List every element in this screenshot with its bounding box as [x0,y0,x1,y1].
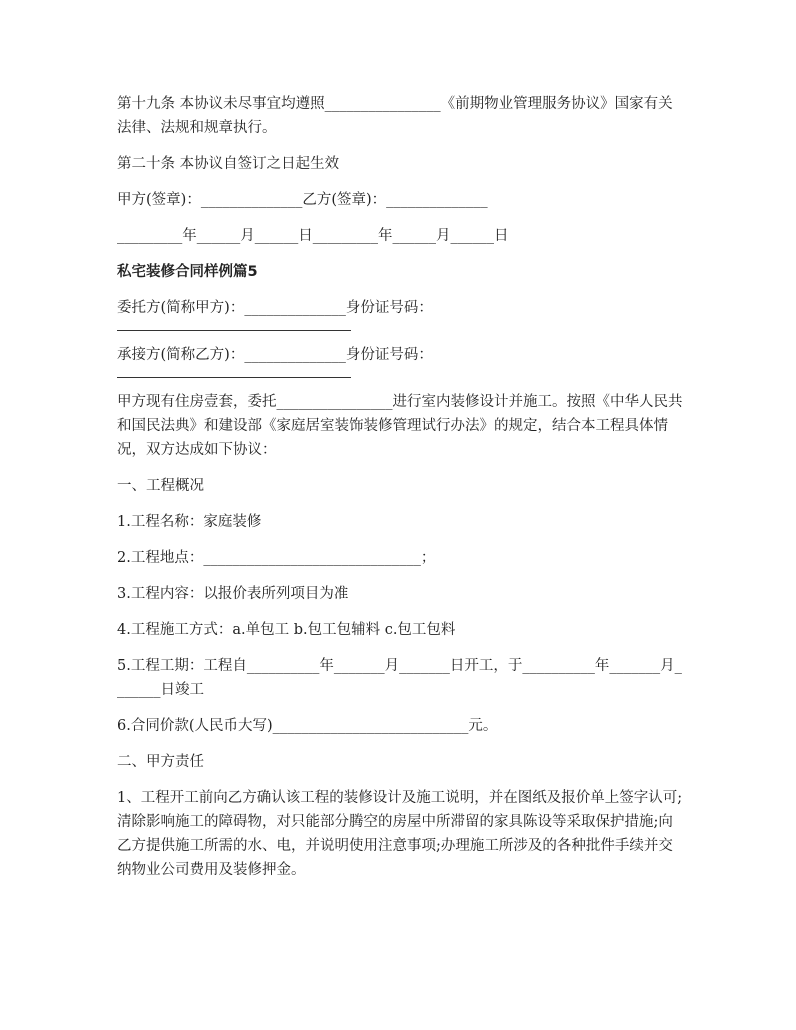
article-20: 第二十条 本协议自签订之日起生效 [117,156,340,172]
item-1: 1.工程名称：家庭装修 [117,514,262,530]
section-title: 私宅装修合同样例篇5 [117,264,258,280]
party-a-line: 委托方(简称甲方)：______________身份证号码： [117,300,433,316]
item-5: 5.工程工期：工程自__________年_______月_______日开工，于__________年_______月_______日竣工 [117,658,682,698]
section-2-heading: 二、甲方责任 [117,754,204,770]
intro-paragraph: 甲方现有住房壹套，委托________________进行室内装修设计并施工。按照《中华人民共和国民法典》和建设部《家庭居室装饰装修管理试行办法》的规定，结合本工程具体情况，双方达成如下协议： [117,394,683,458]
party-b-blank-rule [117,367,351,378]
signature-line: 甲方(签章)：______________乙方(签章)：______________ [117,192,488,208]
duty-1: 1、工程开工前向乙方确认该工程的装修设计及施工说明，并在图纸及报价单上签字认可;清除影响施工的障碍物，对只能部分腾空的房屋中所滞留的家具陈设等采取保护措施;向乙方提供施工所需的水、电，并说明使用注意事项;办理施工所涉及的各种批件手续并交纳物业公司费用及装修押金。 [117,790,683,878]
document-page [117,92,687,894]
date-line: _________年______月______日_________年______月______日 [117,228,509,244]
section-1-heading: 一、工程概况 [117,478,204,494]
item-6: 6.合同价款(人民币大写)___________________________元。 [117,718,498,734]
item-2: 2.工程地点：______________________________； [117,550,436,566]
party-b-line: 承接方(简称乙方)：______________身份证号码： [117,347,433,363]
party-a-blank-rule [117,320,351,331]
item-3: 3.工程内容：以报价表所列项目为准 [117,586,349,602]
article-19: 第十九条 本协议未尽事宜均遵照________________《前期物业管理服务协议》国家有关法律、法规和规章执行。 [117,96,673,136]
item-4: 4.工程施工方式：a.单包工 b.包工包辅料 c.包工包料 [117,622,456,638]
